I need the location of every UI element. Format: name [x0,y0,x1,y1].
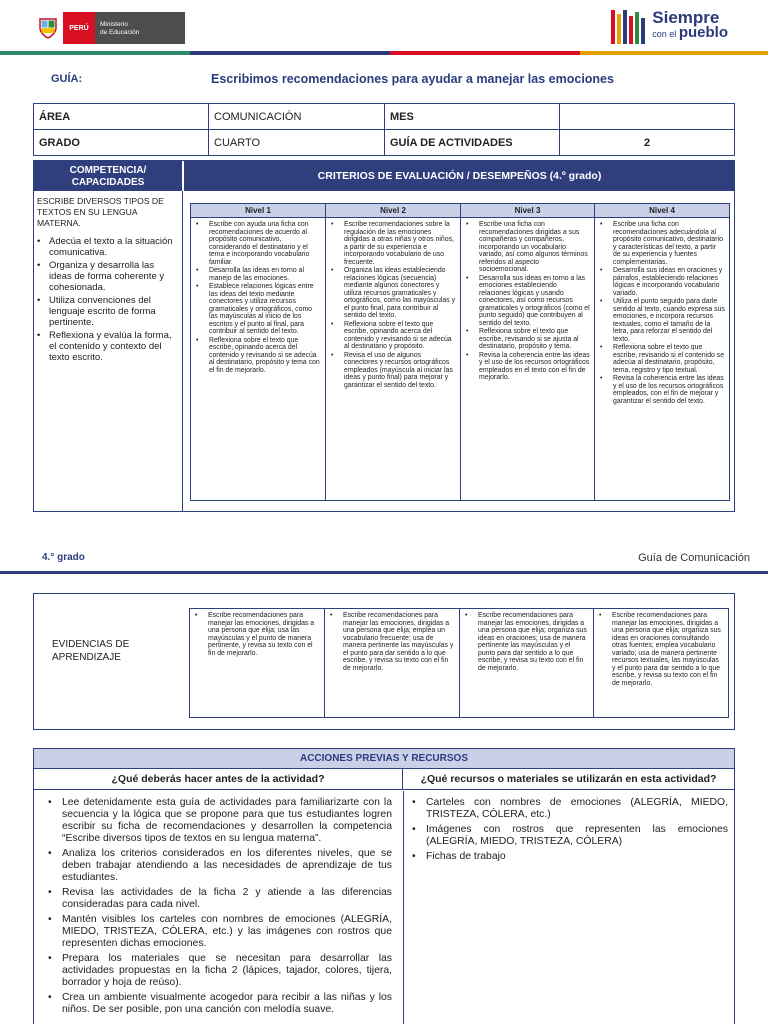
criterion-item: • Escribe recomendaciones sobre la regulación de las emociones dirigidas a otras niñas y otros niños, a partir de su experiencia e incorporando vocabulario de uso frecuente. [330,221,456,266]
criterion-item: • Reflexiona sobre el texto que escribe, opinando acerca del contenido y revisando si se adecúa al destinatario y propósito. [330,321,456,351]
level-header: Nivel 1 [191,204,326,218]
criterion-item: • Utiliza el punto seguido para darle sentido al texto, cuando expresa sus emociones, e incorpora recursos textuales, como el tamaño de la letra, para reforzar el sentido del texto. [599,298,725,343]
capacity-item: • Utiliza convenciones del lenguaje escrito de forma pertinente. [37,295,179,328]
guide-title: Escribimos recomendaciones para ayudar a manejar las emociones [211,72,614,86]
capacity-item: • Organiza y desarrolla las ideas de forma coherente y cohesionada. [37,260,179,293]
mes-value [560,104,735,130]
page-header [0,0,768,56]
criterion-item: • Desarrolla sus ideas en oraciones y párrafos, estableciendo relaciones lógicas e incorporando vocabulario variado. [599,267,725,297]
criterion-item: • Revisa la coherencia entre las ideas y el uso de los recursos ortográficos empleados, con el fin de mejorar y garantizar el sentido del texto. [599,375,725,405]
level-1-criteria [191,218,326,501]
before-activity-list [46,797,392,1019]
capacity-item: • Reflexiona y evalúa la forma, el contenido y contexto del texto escrito. [37,330,179,363]
level-header: Nivel 3 [461,204,595,218]
competence-section [33,160,735,512]
evidence-section [33,593,735,730]
before-item: • Analiza los criterios considerados en los diferentes niveles, que se deben trabajar atendiendo a las necesidades de aprendizaje de tus estudiantes. [46,848,392,884]
criterion-item: • Reflexiona sobre el texto que escribe, revisando si se ajusta al destinatario, propósito y tema. [465,328,590,351]
resource-item: • Fichas de trabajo [410,851,728,863]
grado-label: GRADO [34,130,209,156]
actions-section [33,748,735,1024]
actions-title: ACCIONES PREVIAS Y RECURSOS [34,749,734,769]
ministry-line-2: de Educación [100,29,140,36]
criterion-item: • Reflexiona sobre el texto que escribe, opinando acerca del contenido y revisando si se adecúa al destinatario, propósito y tema con el fin de mejorarlo. [195,337,321,375]
criterion-item: • Desarrolla las ideas en torno al manejo de las emociones. [195,267,321,282]
evidence-label: EVIDENCIAS DE APRENDIZAJE [52,639,130,663]
color-stripe-yellow [580,51,768,55]
resources-list [410,797,728,866]
evidence-level-1 [190,609,325,718]
color-stripe-blue [190,51,390,55]
capacity-item: • Adecúa el texto a la situación comunicativa. [37,236,179,258]
color-stripe-green [0,51,190,55]
evidence-item: • Escribe recomendaciones para manejar las emociones, dirigidas a una persona que elija; emplea un vocabulario frecuente; usa de manera pertinente las mayúsculas y el punto para dar sentido a lo que escribe, y revisa su texto con el fin de mejorarlo. [329,612,455,672]
brand-line-2 [652,25,728,42]
ministry-line-1: Ministerio [100,21,128,28]
grado-value: CUARTO [209,130,385,156]
before-activity-header: ¿Qué deberás hacer antes de la actividad? [34,769,403,789]
footer-grade: 4.° grado [42,552,85,563]
people-bars-icon [611,8,647,44]
criterion-item: • Revisa el uso de algunos conectores y recursos ortográficos empleados (mayúscula al iniciar las ideas y punto final) para mejorar y garantizar el sentido del texto. [330,352,456,390]
area-label: ÁREA [34,104,209,130]
ministry-name [95,12,185,44]
criterion-item: • Escribe una ficha con recomendaciones adecuándola al propósito comunicativo, destinatario y características del texto, a partir de su experiencia y fuentes complementarias. [599,221,725,266]
capacity-list [37,236,179,363]
levels-table [190,203,730,501]
criterion-item: • Escribe con ayuda una ficha con recomendaciones de acuerdo al propósito comunicativo, considerando el destinatario y el tema e incorporando vocabulario familiar. [195,221,321,266]
level-4-criteria [595,218,730,501]
criterion-item: • Establece relaciones lógicas entre las ideas del texto mediante conectores y utiliza recursos gramaticales y ortográficos, como las mayúsculas al inicio de los escritos y el punto al final, para contribuir al sentido del texto. [195,283,321,336]
competence-header: COMPETENCIA/ CAPACIDADES [34,161,182,191]
level-3-criteria [461,218,595,501]
criterion-item: • Desarrolla sus ideas en torno a las emociones estableciendo relaciones lógicas y usando conectores, así como recursos gramaticales y ortográficos (como el punto seguido) que contribuyen al sentido del texto. [465,275,590,328]
before-item: • Crea un ambiente visualmente acogedor para recibir a las niñas y los niños. De ser posible, pon una canción con melodía suave. [46,992,392,1016]
criterion-item: • Revisa la coherencia entre las ideas y el uso de los recursos ortográficos empleados en el texto con el fin de mejorarlo. [465,352,590,382]
evidence-level-2 [325,609,460,718]
before-item: • Revisa las actividades de la ficha 2 y atiende a las diferencias consideradas para cada nivel. [46,887,392,911]
level-header: Nivel 4 [595,204,730,218]
evidence-level-3 [460,609,594,718]
guia-label: GUÍA DE ACTIVIDADES [385,130,560,156]
resource-item: • Imágenes con rostros que representen las emociones (ALEGRÍA, MIEDO, TRISTEZA, CÓLERA) [410,824,728,848]
before-item: • Prepara los materiales que se necesitan para desarrollar las actividades propuestas en la ficha 2 (lápices, tajador, colores, tijera, borrador y hoja de reúso). [46,953,392,989]
coat-of-arms-icon [33,12,63,44]
resources-header: ¿Qué recursos o materiales se utilizarán en esta actividad? [420,773,717,785]
brand-prefix: con el [652,29,677,39]
footer-guide-name: Guía de Comunicación [638,552,750,564]
evidence-item: • Escribe recomendaciones para manejar las emociones, dirigidas a una persona que elija; usa las mayúsculas y el punto de manera pertinente, y revisa su texto con el fin de mejorarlo. [194,612,320,657]
level-2-criteria [326,218,461,501]
evidence-item: • Escribe recomendaciones para manejar las emociones, dirigidas a una persona que elija; organiza sus ideas en oraciones; usa de manera pertinente las mayúsculas y el punto para dar sentido a lo que escribe, y revisa su texto con el fin de mejorarlo. [464,612,589,672]
criteria-header: CRITERIOS DE EVALUACIÓN / DESEMPEÑOS (4.º grado) [184,161,735,191]
mes-label: MES [385,104,560,130]
siempre-logo [611,8,728,44]
evidence-table [189,608,729,718]
area-value: COMUNICACIÓN [209,104,385,130]
info-table [33,103,735,156]
competence-title: ESCRIBE DIVERSOS TIPOS DE TEXTOS EN SU LENGUA MATERNA. [37,196,164,228]
criterion-item: • Reflexiona sobre el texto que escribe, revisando si el contenido se adecúa al destinatario, propósito, tema, registro y tipo textual. [599,344,725,374]
before-item: • Lee detenidamente esta guía de actividades para familiarizarte con la secuencia y la lógica que se propone para que tus estudiantes logren escribir su ficha de recomendaciones y desarrollen la competencia “Escribe diversos tipos de textos en su lengua materna”. [46,797,392,845]
brand-line-1: Siempre [652,8,720,27]
country-label: PERÚ [63,12,95,44]
color-stripe-red [390,51,580,55]
before-item: • Mantén visibles los carteles con nombres de emociones (ALEGRÍA, MIEDO, TRISTEZA, CÓLERA, etc.) y las imágenes con rostros que representen dichas emociones. [46,914,392,950]
evidence-item: • Escribe recomendaciones para manejar las emociones, dirigidas a una persona que elija; organiza sus ideas en oraciones consultando otras fuentes; emplea vocabulario variado; usa de manera pertinente recursos textuales, las mayúsculas y el punto para dar sentido a lo que escribe, y revisa su texto con el fin de mejorarlo. [598,612,724,687]
resource-item: • Carteles con nombres de emociones (ALEGRÍA, MIEDO, TRISTEZA, CÓLERA, etc.) [410,797,728,821]
level-header: Nivel 2 [326,204,461,218]
guide-label: GUÍA: [51,73,83,85]
evidence-level-4 [594,609,729,718]
brand-word: pueblo [678,24,728,41]
criterion-item: • Organiza las ideas estableciendo relaciones lógicas (secuencia) mediante algunos conectores y utiliza recursos gramaticales y ortográficos, como las mayúsculas y el punto final, para contribuir al sentido del texto. [330,267,456,320]
criterion-item: • Escribe una ficha con recomendaciones dirigidas a sus compañeras y compañeros, incorporando un vocabulario variado, así como algunos términos referidos al aspecto socioemocional. [465,221,590,274]
ministry-logo [33,12,185,44]
footer-divider [0,571,768,574]
competence-column [37,196,179,365]
guia-value: 2 [560,130,735,156]
